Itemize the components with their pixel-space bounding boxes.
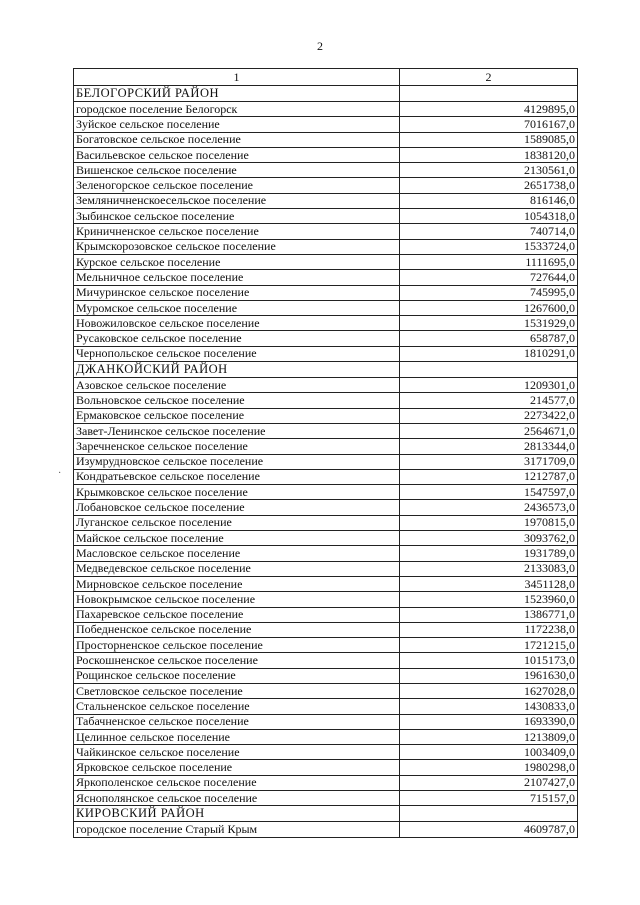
settlement-name: Зеленогорское сельское поселение xyxy=(74,178,400,193)
amount-value: 1267600,0 xyxy=(400,300,578,315)
amount-value: 3093762,0 xyxy=(400,531,578,546)
settlement-name: городское поселение Старый Крым xyxy=(74,822,400,837)
district-name: ДЖАНКОЙСКИЙ РАЙОН xyxy=(74,362,400,378)
settlement-name: Светловское сельское поселение xyxy=(74,683,400,698)
table-row xyxy=(74,285,578,300)
amount-value: 1533724,0 xyxy=(400,239,578,254)
table-row xyxy=(74,454,578,469)
settlement-name: Русаковское сельское поселение xyxy=(74,331,400,346)
amount-value: 745995,0 xyxy=(400,285,578,300)
settlement-name: Рощинское сельское поселение xyxy=(74,668,400,683)
amount-value: 7016167,0 xyxy=(400,117,578,132)
settlement-name: Вольновское сельское поселение xyxy=(74,393,400,408)
settlement-name: Масловское сельское поселение xyxy=(74,546,400,561)
amount-value: 3451128,0 xyxy=(400,576,578,591)
amount-value: 2436573,0 xyxy=(400,500,578,515)
amount-value xyxy=(400,362,578,378)
table-row xyxy=(74,239,578,254)
table-row xyxy=(74,270,578,285)
settlement-name: Мельничное сельское поселение xyxy=(74,270,400,285)
amount-value: 1589085,0 xyxy=(400,132,578,147)
amount-value: 1054318,0 xyxy=(400,209,578,224)
amount-value xyxy=(400,86,578,102)
settlement-name: Победненское сельское поселение xyxy=(74,622,400,637)
district-name: БЕЛОГОРСКИЙ РАЙОН xyxy=(74,86,400,102)
settlement-name: Мирновское сельское поселение xyxy=(74,576,400,591)
budget-table xyxy=(73,68,578,838)
table-row xyxy=(74,378,578,393)
table-row xyxy=(74,592,578,607)
table-header-row xyxy=(74,69,578,86)
table-row xyxy=(74,193,578,208)
table-row xyxy=(74,561,578,576)
table-row xyxy=(74,117,578,132)
column-header-2: 2 xyxy=(400,69,578,86)
amount-value: 1003409,0 xyxy=(400,745,578,760)
settlement-name: Ярковское сельское поселение xyxy=(74,760,400,775)
settlement-name: Муромское сельское поселение xyxy=(74,300,400,315)
settlement-name: Яркополенское сельское поселение xyxy=(74,775,400,790)
table-row xyxy=(74,683,578,698)
settlement-name: Медведевское сельское поселение xyxy=(74,561,400,576)
settlement-name: Новокрымское сельское поселение xyxy=(74,592,400,607)
amount-value: 2130561,0 xyxy=(400,163,578,178)
page-number: 2 xyxy=(317,39,323,53)
table-row xyxy=(74,178,578,193)
table-row xyxy=(74,653,578,668)
settlement-name: Криничненское сельское поселение xyxy=(74,224,400,239)
amount-value: 658787,0 xyxy=(400,331,578,346)
amount-value: 214577,0 xyxy=(400,393,578,408)
settlement-name: Курское сельское поселение xyxy=(74,254,400,269)
table-row xyxy=(74,316,578,331)
settlement-name: Майское сельское поселение xyxy=(74,531,400,546)
amount-value: 1209301,0 xyxy=(400,378,578,393)
amount-value: 3171709,0 xyxy=(400,454,578,469)
settlement-name: Новожиловское сельское поселение xyxy=(74,316,400,331)
amount-value: 1172238,0 xyxy=(400,622,578,637)
amount-value: 2273422,0 xyxy=(400,408,578,423)
table-row xyxy=(74,791,578,806)
amount-value: 4129895,0 xyxy=(400,102,578,117)
amount-value: 1693390,0 xyxy=(400,714,578,729)
amount-value: 1627028,0 xyxy=(400,683,578,698)
table-row xyxy=(74,699,578,714)
table-row xyxy=(74,423,578,438)
table-row xyxy=(74,546,578,561)
amount-value: 2564671,0 xyxy=(400,423,578,438)
settlement-name: Кондратьевское сельское поселение xyxy=(74,469,400,484)
settlement-name: Богатовское сельское поселение xyxy=(74,132,400,147)
settlement-name: Зуйское сельское поселение xyxy=(74,117,400,132)
amount-value: 2651738,0 xyxy=(400,178,578,193)
settlement-name: Роскошненское сельское поселение xyxy=(74,653,400,668)
table-row xyxy=(74,102,578,117)
table-row xyxy=(74,576,578,591)
amount-value: 1810291,0 xyxy=(400,346,578,361)
amount-value: 740714,0 xyxy=(400,224,578,239)
settlement-name: Заречненское сельское поселение xyxy=(74,439,400,454)
settlement-name: Завет-Ленинское сельское поселение xyxy=(74,423,400,438)
amount-value: 1721215,0 xyxy=(400,638,578,653)
settlement-name: Крымскорозовское сельское поселение xyxy=(74,239,400,254)
table-row xyxy=(74,729,578,744)
amount-value: 1212787,0 xyxy=(400,469,578,484)
table-row xyxy=(74,331,578,346)
table-row xyxy=(74,668,578,683)
table-row xyxy=(74,469,578,484)
amount-value: 1970815,0 xyxy=(400,515,578,530)
amount-value: 1386771,0 xyxy=(400,607,578,622)
table-row xyxy=(74,485,578,500)
amount-value: 2133083,0 xyxy=(400,561,578,576)
table-row xyxy=(74,607,578,622)
settlement-name: Лобановское сельское поселение xyxy=(74,500,400,515)
settlement-name: городское поселение Белогорск xyxy=(74,102,400,117)
settlement-name: Стальненское сельское поселение xyxy=(74,699,400,714)
settlement-name: Чайкинское сельское поселение xyxy=(74,745,400,760)
table-row xyxy=(74,209,578,224)
amount-value xyxy=(400,806,578,822)
amount-value: 2107427,0 xyxy=(400,775,578,790)
settlement-name: Целинное сельское поселение xyxy=(74,729,400,744)
settlement-name: Пахаревское сельское поселение xyxy=(74,607,400,622)
district-header-row xyxy=(74,86,578,102)
table-row xyxy=(74,760,578,775)
table-row xyxy=(74,408,578,423)
amount-value: 1931789,0 xyxy=(400,546,578,561)
district-header-row xyxy=(74,362,578,378)
settlement-name: Вишенское сельское поселение xyxy=(74,163,400,178)
column-header-1: 1 xyxy=(74,69,400,86)
amount-value: 2813344,0 xyxy=(400,439,578,454)
table-body xyxy=(74,86,578,838)
amount-value: 1015173,0 xyxy=(400,653,578,668)
table-row xyxy=(74,745,578,760)
table-row xyxy=(74,300,578,315)
table-row xyxy=(74,224,578,239)
table-row xyxy=(74,500,578,515)
amount-value: 1430833,0 xyxy=(400,699,578,714)
settlement-name: Мичуринское сельское поселение xyxy=(74,285,400,300)
settlement-name: Крымковское сельское поселение xyxy=(74,485,400,500)
settlement-name: Васильевское сельское поселение xyxy=(74,147,400,162)
district-header-row xyxy=(74,806,578,822)
amount-value: 1838120,0 xyxy=(400,147,578,162)
table-row xyxy=(74,638,578,653)
settlement-name: Луганское сельское поселение xyxy=(74,515,400,530)
settlement-name: Изумрудновское сельское поселение xyxy=(74,454,400,469)
table-row xyxy=(74,714,578,729)
amount-value: 727644,0 xyxy=(400,270,578,285)
margin-mark: · xyxy=(58,468,62,479)
table-row xyxy=(74,822,578,837)
table-row xyxy=(74,775,578,790)
amount-value: 1961630,0 xyxy=(400,668,578,683)
amount-value: 1213809,0 xyxy=(400,729,578,744)
table-row xyxy=(74,531,578,546)
settlement-name: Зыбинское сельское поселение xyxy=(74,209,400,224)
amount-value: 1523960,0 xyxy=(400,592,578,607)
district-name: КИРОВСКИЙ РАЙОН xyxy=(74,806,400,822)
table-row xyxy=(74,346,578,361)
table-row xyxy=(74,622,578,637)
table-row xyxy=(74,393,578,408)
settlement-name: Просторненское сельское поселение xyxy=(74,638,400,653)
amount-value: 1111695,0 xyxy=(400,254,578,269)
settlement-name: Земляничненскоесельское поселение xyxy=(74,193,400,208)
amount-value: 1547597,0 xyxy=(400,485,578,500)
table-row xyxy=(74,163,578,178)
amount-value: 715157,0 xyxy=(400,791,578,806)
settlement-name: Ермаковское сельское поселение xyxy=(74,408,400,423)
table-row xyxy=(74,254,578,269)
settlement-name: Табачненское сельское поселение xyxy=(74,714,400,729)
amount-value: 4609787,0 xyxy=(400,822,578,837)
settlement-name: Чернопольское сельское поселение xyxy=(74,346,400,361)
table-row xyxy=(74,132,578,147)
table-row xyxy=(74,147,578,162)
settlement-name: Яснополянское сельское поселение xyxy=(74,791,400,806)
settlement-name: Азовское сельское поселение xyxy=(74,378,400,393)
amount-value: 1531929,0 xyxy=(400,316,578,331)
amount-value: 816146,0 xyxy=(400,193,578,208)
amount-value: 1980298,0 xyxy=(400,760,578,775)
table-row xyxy=(74,439,578,454)
table-row xyxy=(74,515,578,530)
